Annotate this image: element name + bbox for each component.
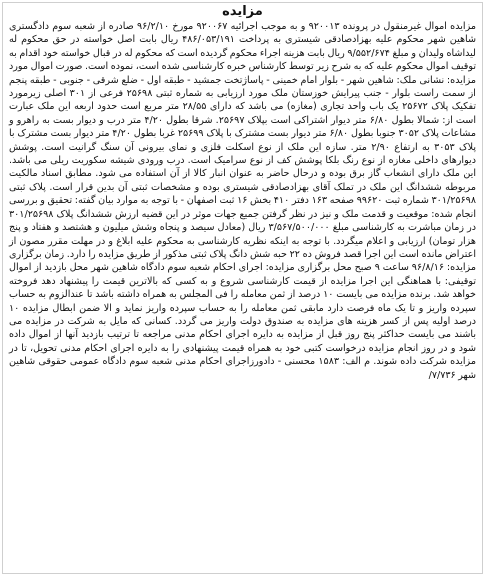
notice-body xyxy=(3,20,482,382)
notice-paragraph: مزایده اموال غیرمنقول در پرونده ۹۲۰۰۱۳ و به موجب اجرائیه ۹۲۰۰۶۷ مورخ ۹۶/۲/۱۰ صادره از شعبه سوم دادگستری شاهین شهر محکوم علیه بهزادصادقی شیستری به پرداخت ۴۸۶/۰۵۳/۱۹۱ ریال بابت اصل خواسته در حق محکوم له لیداشاه ولیدان و مبلغ ۹/۵۵۲/۶۷۴ ریال بابت هزینه اجراء محکوم گردیده است که محکوم له در قبال خواسته خود اقدام به توقیف اموال محکوم علیه که به شرح زیر توسط کارشناس خبره کارشناسی شده است، نموده است. صورت اموال مورد مزایده: نشانی ملک: شاهین شهر - بلوار امام خمینی - پاساژتخت جمشید - طبقه اول - ضلع شرقی - جنوبی - طبقه پنجم از سمت راست بلوار - جنب پیرایش خوزستان ملک مورد ارزیابی به شماره ثبتی ۲۵۶۹۸ فرعی از ۳۰۱ اصلی زیرمورد تفکیک پلاک ۲۵۶۷۲ یک باب واحد تجاری (مغازه) می باشد که دارای ۲۸/۵۵ متر مربع است حدود اربعه این ملک عبارت است از: شمالا بطول ۶/۸۰ متر دیوار اشتراکی است بپلاک ۲۵۶۹۷. شرقا بطول ۴/۲۰ متر درب و دیوار بست به راهرو و مشاعات پلاک ۳۰۵۲ جنوبا بطول ۶/۸۰ متر دیوار بست مشترک با پلاک ۲۵۶۹۹ غربا بطول ۴/۲۰ متر دیوار بست مشترک با پلاک ۳۰۵۳ به ارتفاع ۲/۹۰ متر. سازه این ملک از نوع اسکلت فلزی و نمای بیرونی آن سنگ گرانیت است. پوشش دیوارهای داخلی مغازه از نوع رنگ بلکا پوشش کف از نوع سرامیک است. درب ورودی شیشه سکوریت ریلی می باشد. این ملک دارای انشعاب گاز برق بوده و درحال حاضر به عنوان انبار کالا از آن استفاده می شود. مطابق اسناد مالکیت مربوطه ششدانگ این ملک در تملک آقای بهزادصادقی شیستری بوده و مشخصات ثبتی آن بدین قرار است. پلاک ثبتی ۳۰۱/۲۵۶۹۸ شماره ثبت ۹۹۶۲۰ صفحه ۱۶۳ دفتر ۴۱۰ بخش ۱۶ ثبت اصفهان - با توجه به موارد بیان گفته: تحقیق و بررسی انجام شده: موقعیت و قدمت ملک و نیز در نظر گرفتن جمیع جهات موثر در این قضیه ارزش ششدانگ پلاک ۳۰۱/۲۵۶۹۸ در زمان مباشرت به کارشناسی مبلغ ۳/۵۶۷/۵۰۰/۰۰۰ ریال (معادل سیصد و پنجاه وشش میلیون و هشتصد و هفتاد و پنج هزار تومان) ارزیابی و اعلام میگردد. با توجه به اینکه نظریه کارشناسی به محکوم علیه ابلاغ و در مهلت مقرر مصون از اعتراض مانده است این اجرا قصد فروش ده ۲۲ حبه شش دانگ پلاک ثبتی مذکور از طریق مزایده را دارد. زمان برگزاری مزایده: ۹۶/۸/۱۶ ساعت ۹ صبح محل برگزاری مزایده: اجرای احکام شعبه سوم دادگاه شاهین شهر محل بازدید از اموال توقیفی: با هماهنگی این اجرا مزایده از قیمت کارشناسی شروع و به کسی که بالاترین قیمت را پیشنهاد دهد فروخته خواهد شد. برنده مزایده می بایست ۱۰ درصد از ثمن معامله را فی المجلس به همراه داشته باشد تا عندالزوم به حساب سپرده واریز و تا یک ماه فرصت دارد مابقی ثمن معامله را به حساب سپرده واریز نماید و الا ضمن ابطال مزایده ۱۰ درصد اولیه پس از کسر هزینه های مزایده به صندوق دولت واریز می گردد. کسانی که مایل به شرکت در مزایده می باشند می بایست حداکثر پنج روز قبل از مزایده به دایره اجرای احکام مدنی مراجعه تا ترتیب بازدید آنها از اموال داده شود و در روز انجام مزایده درخواست کتبی خود به همراه قیمت پیشنهادی را به دایره اجرای احکام مدنی تحویل، تا در مزایده شرکت داده شوند. م الف: ۱۵۸۳ محسنی - دادورزاجرای احکام مدنی شعبه سوم دادگاه عمومی حقوقی شاهین شهر ۷/۷۳۶/ xyxy=(9,21,477,381)
notice-title: مزایده xyxy=(222,4,263,19)
auction-notice xyxy=(2,2,483,574)
